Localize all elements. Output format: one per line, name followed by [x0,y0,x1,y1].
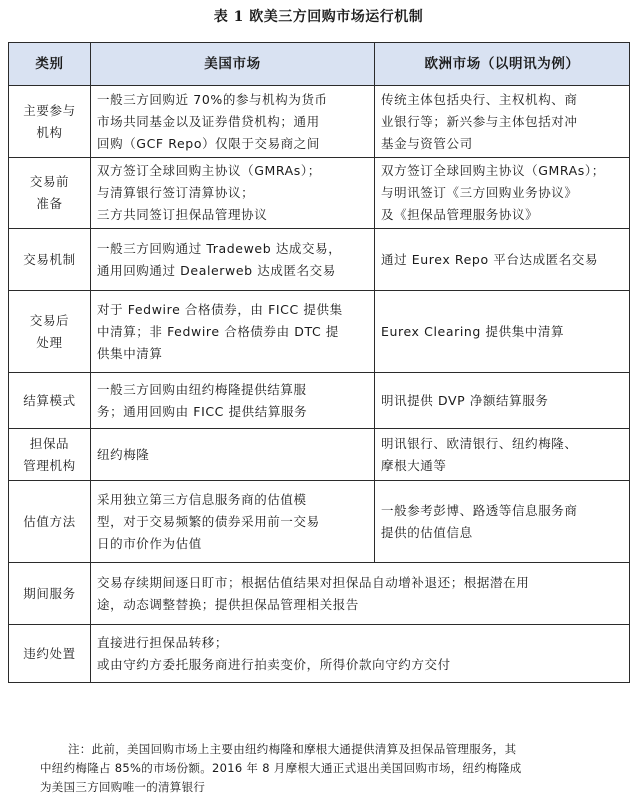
row-category [9,429,91,481]
eu-market-cell [375,429,630,481]
category-line: 担保品 [29,435,70,451]
cell-line: 交易存续期间逐日盯市；根据估值结果对担保品自动增补退还；根据潜在用 [97,574,530,590]
us-market-cell [91,373,375,429]
us-market-cell [91,229,375,291]
cell-line: 及《担保品管理服务协议》 [381,207,539,222]
table-row [9,229,630,291]
cell-line: 与明讯签订《三方回购业务协议》 [381,185,578,200]
cell-line: 明讯提供 DVP 净额结算服务 [381,392,549,408]
cell-line: 明讯银行、欧清银行、纽约梅隆、 [381,435,578,451]
cell-line: 回购（GCF Repo）仅限于交易商之间 [97,135,320,151]
cell-line: 供集中清算 [97,345,163,361]
cell-line: 传统主体包括央行、主权机构、商 [381,91,578,107]
row-category [9,291,91,373]
cell-line: 日的市价作为估值 [97,535,202,551]
table-row [9,86,630,158]
us-market-cell [91,158,375,229]
category-line: 违约处置 [23,645,76,661]
category-line: 主要参与 [23,102,76,118]
table-title: 表 1 欧美三方回购市场运行机制 [213,9,424,25]
table-row [9,158,630,229]
footnote-line-1: 注：此前，美国回购市场上主要由纽约梅隆和摩根大通提供清算及担保品管理服务，其 [68,742,517,756]
cell-line: 直接进行担保品转移； [97,634,229,650]
cell-line: 市场共同基金以及证券借贷机构；通用 [97,113,320,129]
row-category [9,373,91,429]
cell-line: 一般三方回购近 70%的参与机构为货币 [97,91,328,107]
cell-line: 途，动态调整替换；提供担保品管理相关报告 [97,596,360,612]
category-line: 交易机制 [23,251,76,267]
table-row [9,291,630,373]
us-market-cell [91,481,375,563]
cell-line: 提供的估值信息 [381,524,473,540]
category-line: 准备 [36,196,63,211]
table-row [9,373,630,429]
cell-line: 一般三方回购通过 Tradeweb 达成交易， [97,240,342,256]
cell-line: 通用回购通过 Dealerweb 达成匿名交易 [97,262,336,278]
table-footnote [40,740,610,797]
cell-line: 业银行等；新兴参与主体包括对冲 [381,113,578,129]
eu-market-cell [375,481,630,563]
cell-line: 一般三方回购由纽约梅隆提供结算服 [97,381,307,397]
merged-cell [91,625,630,683]
category-line: 交易前 [29,174,70,189]
table-row [9,625,630,683]
cell-line: 三方共同签订担保品管理协议 [97,207,268,222]
cell-line: 型，对于交易频繁的债券采用前一交易 [97,513,320,529]
cell-line: 与清算银行签订清算协议； [97,185,255,200]
row-category [9,229,91,291]
eu-market-cell [375,291,630,373]
cell-line: 中清算；非 Fedwire 合格债券由 DTC 提 [97,323,340,339]
cell-line: 或由守约方委托服务商进行拍卖变价，所得价款向守约方交付 [97,656,451,672]
cell-line: 双方签订全球回购主协议（GMRAs）； [381,163,605,178]
cell-line: Eurex Clearing 提供集中清算 [381,323,565,339]
row-category [9,158,91,229]
cell-line: 双方签订全球回购主协议（GMRAs）； [97,163,321,178]
merged-cell [91,563,630,625]
table-row [9,563,630,625]
cell-line: 纽约梅隆 [97,446,150,462]
eu-market-cell [375,229,630,291]
table-row [9,429,630,481]
cell-line: 务；通用回购由 FICC 提供结算服务 [97,403,308,419]
category-line: 结算模式 [23,392,76,408]
category-line: 管理机构 [23,457,76,473]
cell-line: 基金与资管公司 [381,135,473,151]
cell-line: 一般参考彭博、路透等信息服务商 [381,502,578,518]
eu-market-cell [375,158,630,229]
category-line: 处理 [36,334,63,350]
row-category [9,563,91,625]
row-category [9,481,91,563]
category-line: 交易后 [29,312,70,328]
cell-line: 摩根大通等 [381,457,447,473]
category-line: 机构 [36,124,63,140]
table-row [9,481,630,563]
category-line: 估值方法 [23,513,76,529]
repo-comparison-table [8,42,630,683]
footnote-line-2: 中纽约梅隆占 85%的市场份额。2016 年 8 月摩根大通正式退出美国回购市场，纽约梅隆成 [40,761,522,775]
row-category [9,86,91,158]
header-category: 类别 [9,43,91,86]
us-market-cell [91,429,375,481]
row-category [9,625,91,683]
cell-line: 通过 Eurex Repo 平台达成匿名交易 [381,251,599,267]
header-eu-market: 欧洲市场（以明讯为例） [375,43,630,86]
eu-market-cell [375,373,630,429]
eu-market-cell [375,86,630,158]
table-header-row [9,43,630,86]
us-market-cell [91,86,375,158]
footnote-line-3: 为美国三方回购唯一的清算银行 [40,780,206,794]
category-line: 期间服务 [23,585,76,601]
us-market-cell [91,291,375,373]
header-us-market: 美国市场 [91,43,375,86]
cell-line: 采用独立第三方信息服务商的估值模 [97,491,307,507]
cell-line: 对于 Fedwire 合格债券，由 FICC 提供集 [97,301,343,317]
